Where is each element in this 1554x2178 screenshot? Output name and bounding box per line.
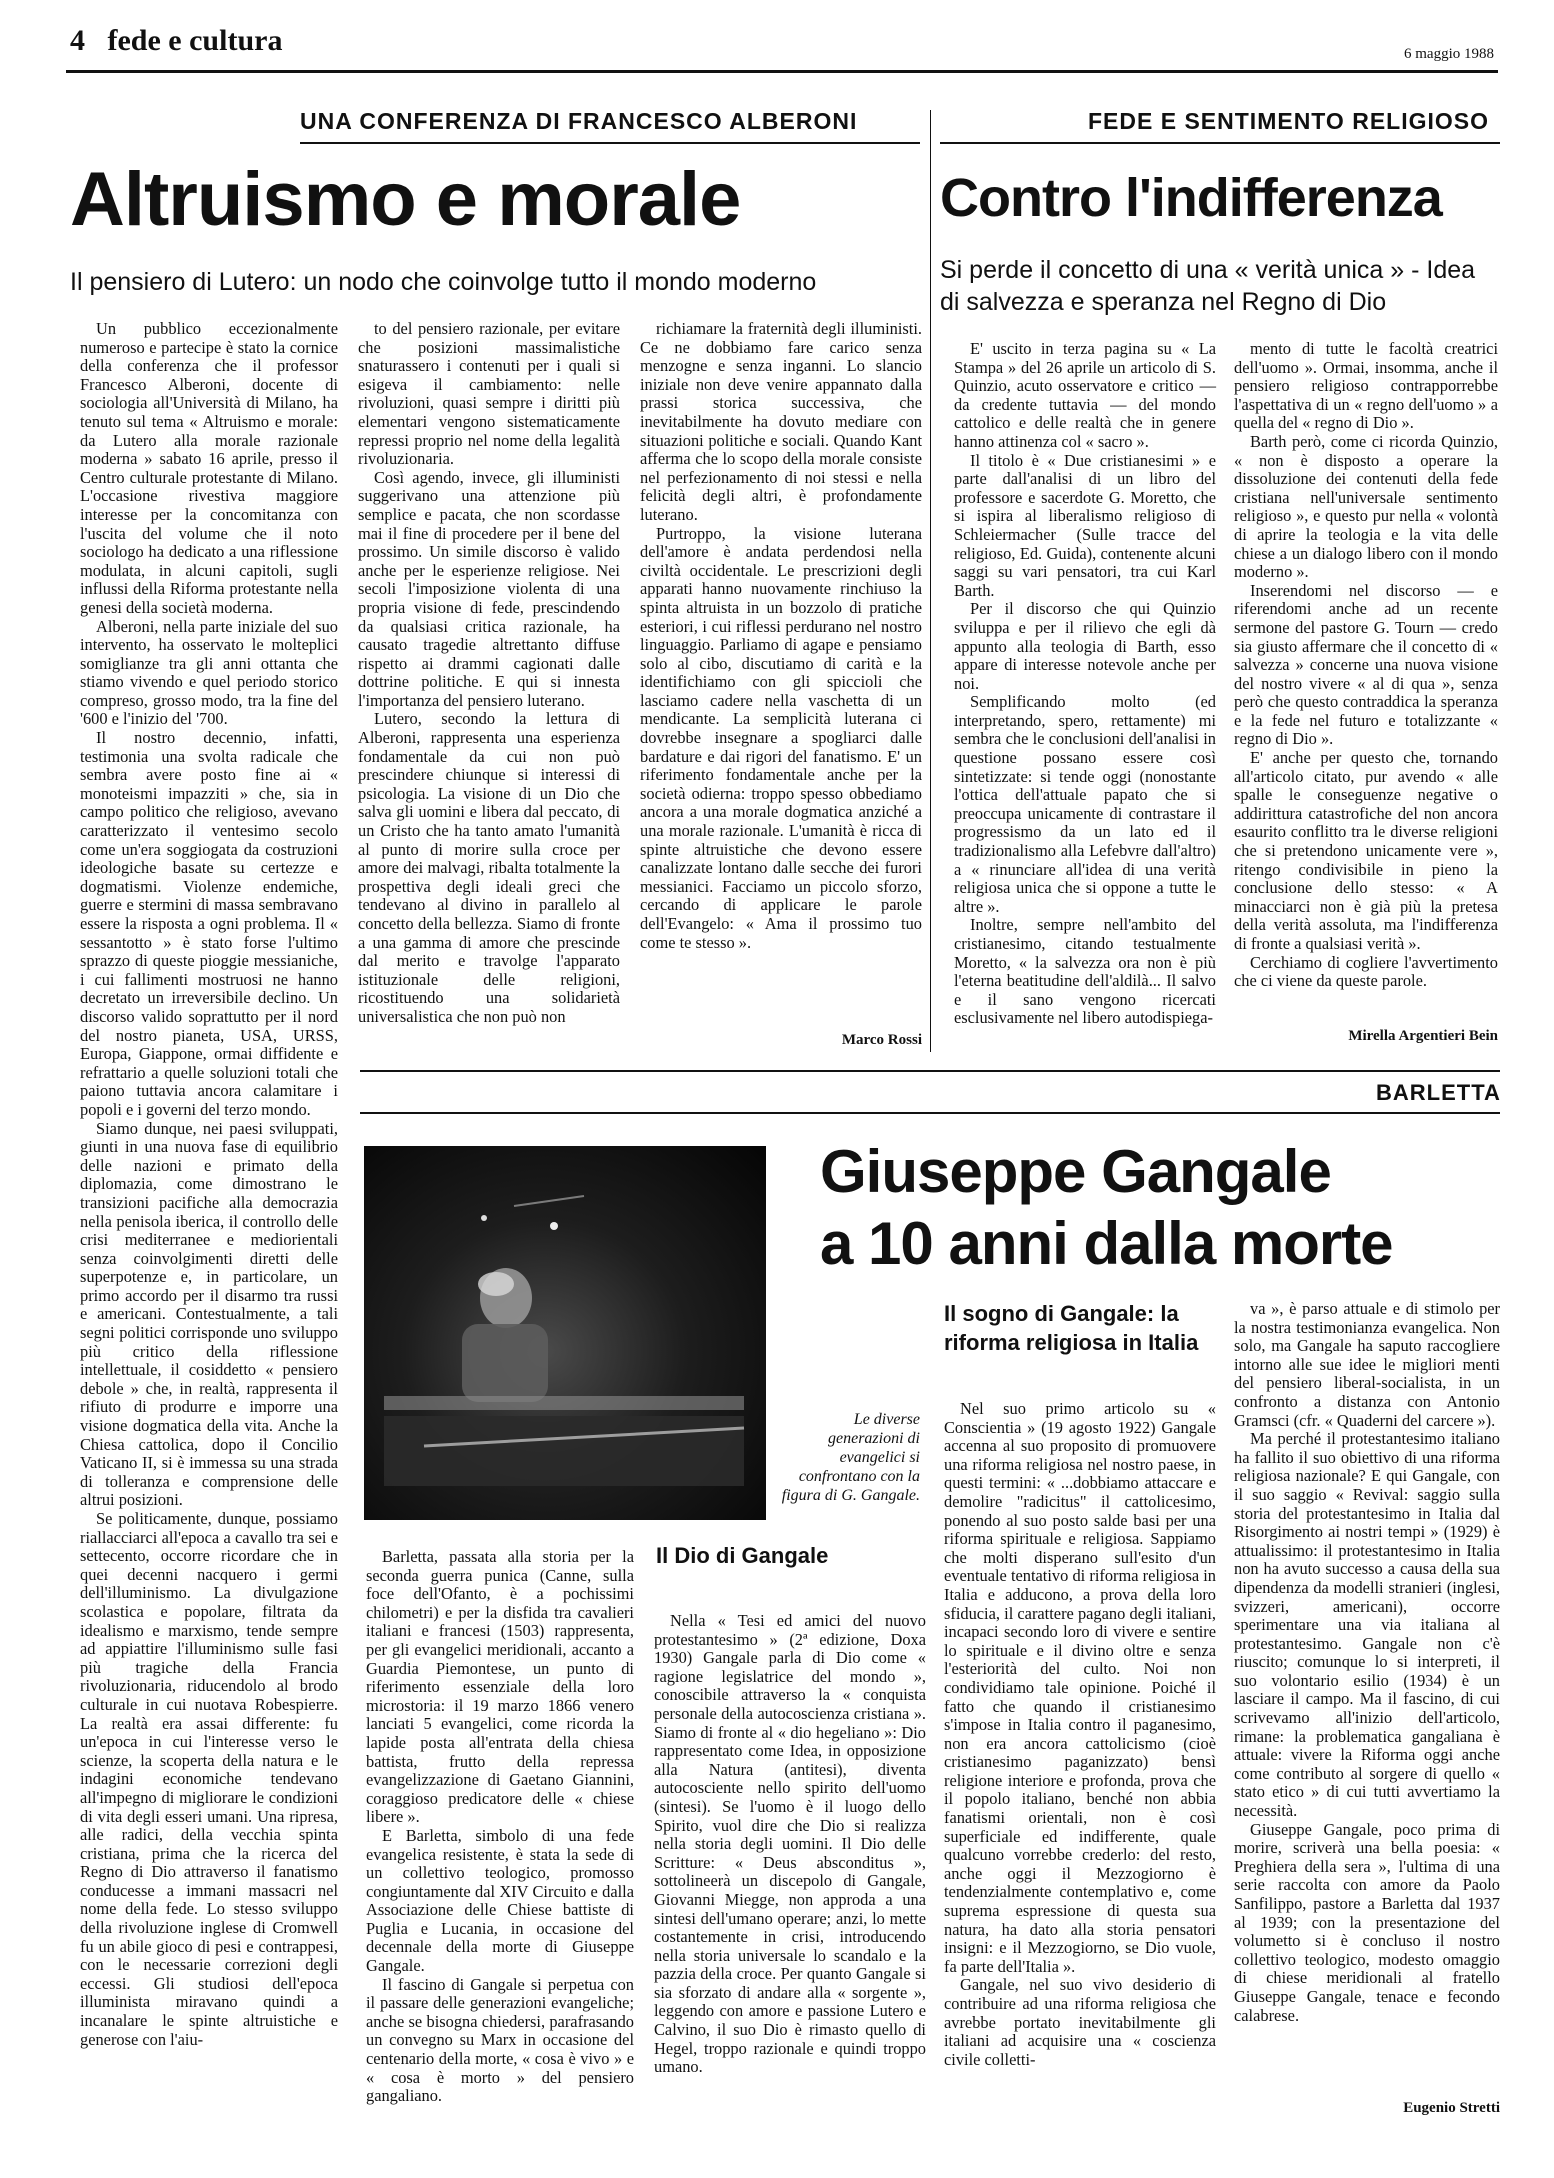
paragraph: Giuseppe Gangale, poco prima di morire, scriverà una bella poesia: « Preghiera della sera », l'ultima di una serie raccolta con amore da Paolo Sanfilippo, pastore a Barletta dal 1937 al 1939; con la presentazione del volumetto si è concluso il nostro collettivo teologico, modesto omaggio di chiese meridionali al fratello Giuseppe Gangale, tenace e fecondo calabrese. (1234, 1819, 1500, 2025)
bottom-article-column-4 (1234, 1300, 1500, 2090)
section-rule (360, 1070, 1500, 1072)
paragraph: Così agendo, invece, gli illuministi suggerivano una attenzione più semplice e pacata, che non scordasse mai il fine di procedere per il bene del prossimo. Un simile discorso è valido anche per le esperienze religiose. Nei secoli l'imposizione violenta di una propria visione di fede, prescindendo da qualsiasi critica razionale, ha causato tragedie altrettanto diffuse rispetto ai drammi cagionati dalle dottrine politiche. E qui si innesta l'importanza del pensiero luterano. (358, 467, 620, 710)
section-rule (360, 1112, 1500, 1114)
paragraph: to del pensiero razionale, per evitare che posizioni massimalistiche snaturassero i contenuti per i quali si esigeva il cambiamento: nelle rivoluzioni, quasi sempre i diritti più elementari vengono sistematicamente repressi proprio nel nome della legalità rivoluzionaria. (358, 319, 620, 469)
paragraph: Inserendomi nel discorso — e riferendomi anche ad un recente sermone del pastore G. Tourn — credo sia giusto affermare che il concetto di « salvezza » concerne una nuova visione del nostro vivere « al di qua », senza però che questo contraddica la speranza e la fede nel futuro e totalizzante « regno di Dio ». (1234, 580, 1498, 749)
bottom-title-line-1: Giuseppe Gangale (820, 1138, 1331, 1205)
paragraph: va », è parso attuale e di stimolo per la nostra testimonianza evangelica. Non solo, ma Gangale ha saputo raccogliere intorno alle sue idee le migliori menti del pensiero liberal-socialista, in un confronto a distanza con Antonio Gramsci (cfr. « Quaderni del carcere »). (1234, 1299, 1500, 1430)
photo-scene (364, 1146, 766, 1520)
paragraph: Barletta, passata alla storia per la seconda guerra punica (Canne, sulla foce dell'Ofanto, è a pochissimi chilometri) e per la disfida tra cavalieri italiani e francesi (1503) rappresenta, per gli evangelici meridionali, accanto a Guardia Piemontese, un punto di riferimento essenziale della loro microstoria: il 19 marzo 1866 venero lanciati 5 evangelici, come ricorda la lapide posta all'entrata della chiesa battista, frutto della repressa evangelizzazione di Gaetano Giannini, coraggioso predicatore delle « chiese libere ». (366, 1547, 634, 1827)
bottom-author: Eugenio Stretti (1403, 2100, 1500, 2116)
paragraph: Inoltre, sempre nell'ambito del cristianesimo, citando testualmente Moretto, « la salvezza ora non è più l'eterna beatitudine dell'aldilà... Il salvo e il sano vengono ricercati esclusivamente nel libero autodispiega- (954, 915, 1216, 1028)
left-article-column-2 (358, 320, 620, 1040)
paragraph: Il fascino di Gangale si perpetua con il passare delle generazioni evangeliche; anche se bisogna chiedersi, parafrasando un convegno su Marx in occasione del centenario della morte, « cosa è vivo » e « cosa è morto » del pensiero gangaliano. (366, 1974, 634, 2106)
left-kicker-rule (300, 142, 920, 144)
left-kicker: UNA CONFERENZA DI FRANCESCO ALBERONI (300, 108, 858, 134)
left-article-column-1 (80, 319, 338, 2049)
left-article-column-3 (640, 320, 922, 1020)
right-title: Contro l'indifferenza (940, 168, 1442, 228)
right-deck: Si perde il concetto di una « verità unica » - Idea di salvezza e speranza nel Regno di Dio (940, 256, 1476, 316)
section-title: fede e cultura (107, 24, 283, 57)
paragraph: Purtroppo, la visione luterana dell'amore è andata perdendosi nella civiltà occidentale. Le prescrizioni degli apparati hanno nuovamente rinchiuso la spinta altruista in un bozzolo di pratiche esteriori, i cui riflessi perdurano nel nostro linguaggio. Parliamo di agape e pensiamo solo al cibo, discutiamo di carità e la identifichiamo con gli spiccioli che lasciamo cadere nella vaschetta di un mendicante. La semplicità luterana ci dovrebbe insegnare a spogliarci dalle bardature e dai rigori del fanatismo. E' un riferimento fondamentale anche per la società odierna: troppo spesso obbediamo ancora a una morale dogmatica anziché a una morale razionale. L'umanità è ricca di spinte altruistiche che devono essere canalizzate lontano dalle secche dei furori messianici. Facciamo un piccolo sforzo, cercando di applicare le parole dell'Evangelo: « Ama il prossimo tuo come te stesso ». (640, 523, 922, 952)
paragraph: Siamo dunque, nei paesi sviluppati, giunti in una nuova fase di equilibrio delle nazioni e primato della diplomazia, come dimostrano le transizioni pacifiche alla democrazia nella penisola iberica, il controllo delle crisi mediterranee e mediorientali senza coinvolgimenti diretti delle superpotenze e, in particolare, un primo accordo per il disarmo tra russi e americani. Contestualmente, a tali segni politici corrisponde uno sviluppo più critico della riflessione intellettuale, il cosiddetto « pensiero debole » che, in realtà, rappresenta il rifiuto di produrre e imporre una visione dogmatica della vita. Anche la Chiesa cattolica, dopo il Concilio Vaticano II, si è immessa su una strada di tolleranza e comprensione delle altrui posizioni. (80, 1118, 338, 1510)
left-deck: Il pensiero di Lutero: un nodo che coinvolge tutto il mondo moderno (70, 268, 817, 296)
left-title: Altruismo e morale (70, 157, 741, 242)
paragraph: Nel suo primo articolo su « Conscientia » (19 agosto 1922) Gangale accenna al suo proposito di promuovere una riforma religiosa nel nostro paese, in questi termini: « ...dobbiamo attaccare e demolire "radicitus" il cattolicesimo, ponendo al suo posto salde basi per una riforma spirituale e religiosa. Sappiamo che molti disperano sull'esito d'un eventuale tentativo di riforma religiosa in Italia e adducono, a prova della loro sfiducia, il carattere pagano degli italiani, incapaci secondo loro di vivere e sentire lo spirituale e il divino oltre e senza l'esteriorità del culto. Noi non condividiamo tale opinione. Poiché il fatto che quando il cristianesimo s'impose in Italia contro il paganesimo, non era ancora cattolicismo (cioè cristianesimo paganizzato) bensì religione interiore e profonda, prova che il popolo italiano, benché non abbia fanatismi orientali, non è così superficiale ed indifferente, quale qualcuno vorrebbe crederlo: del resto, anche oggi il Mezzogiorno è tendenzialmente contemplativo e, come suprema espressione di questa sua natura, ha dato alla storia pensatori insigni: e il Mezzogiorno, se Dio vuole, fa parte dell'Italia ». (944, 1399, 1216, 1976)
paragraph: E' anche per questo che, tornando all'articolo citato, pur avendo « alle spalle le conseguenze negative o addirittura catastrofiche del non ancora esaurito conflitto tra le diverse religioni che si pretendono unicamente vere », ritengo condivisibile in pieno la conclusione dello stesso: « A minacciarci non è già più la pretesa della verità assoluta, ma l'indifferenza di fronte a qualsiasi verità ». (1234, 748, 1498, 953)
issue-date: 6 maggio 1988 (1404, 46, 1494, 62)
paragraph: Cerchiamo di cogliere l'avvertimento che ci viene da queste parole. (1234, 952, 1498, 991)
right-article-column-2 (1234, 340, 1498, 1020)
paragraph: Semplificando molto (ed interpretando, spero, rettamente) mi sembra che le conclusioni dell'analisi in questione possano essere così sintetizzate: si tende oggi (nonostante l'ottica dell'attuale papato che si preoccupa unicamente di contrastare il progressismo da un lato ed il tradizionalismo alla Lefebvre dall'altro) a « rinunciare all'idea di una verità religiosa unica che si oppone a tutte le altre ». (954, 692, 1216, 916)
right-kicker: FEDE E SENTIMENTO RELIGIOSO (1088, 108, 1490, 134)
column-divider (930, 110, 931, 1052)
paragraph: Gangale, nel suo vivo desiderio di contribuire ad una riforma religiosa che avrebbe portato inevitabilmente gli italiani ad acquisire una « coscienza civile colletti- (944, 1975, 1216, 2069)
right-kicker-rule (940, 142, 1500, 144)
left-author: Marco Rossi (841, 1032, 922, 1048)
page-number: 4 (70, 24, 85, 57)
bottom-article-column-1 (366, 1548, 634, 2118)
bottom-title (820, 1136, 1393, 1280)
paragraph: Nella « Tesi ed amici del nuovo protestantesimo » (2ª edizione, Doxa 1930) Gangale parla di Dio come « ragione legislatrice del mondo », conoscibile attraverso la « conquista personale della autocoscienza cristiana ». Siamo di fronte al « dio hegeliano »: Dio rappresentato come Idea, in opposizione alla Natura (antitesi), diventa autocosciente nello spirito dell'uomo (sintesi). Se l'uomo è il luogo dello Spirito, vuol dire che Dio si realizza nella storia degli uomini. Il Dio delle Scritture: « Deus absconditus », sottolineerà un discepolo di Gangale, Giovanni Miegge, non approda a una sintesi dell'umano operare; anzi, lo mette costantemente in crisi, introducendo nella storia universale lo scandalo e la pazzia della croce. Per quanto Gangale si sia sforzato di andare alla « sorgente », leggendo con amore e passione Lutero e Calvino, il suo Dio è rimasto quello di Hegel, troppo razionale e quindi troppo umano. (654, 1611, 926, 2077)
header-rule (66, 70, 1498, 73)
paragraph: Il titolo è « Due cristianesimi » e parte dall'analisi di un libro del professore e sacerdote G. Moretto, che si ispira al liberalismo religioso di Schleiermacher (Sulle tracce del religioso, Ed. Guida), contenente alcuni saggi su vari pensatori, tra cui Karl Barth. (954, 450, 1216, 600)
paragraph: richiamare la fraternità degli illuministi. Ce ne dobbiamo fare carico senza menzogne e senza inganni. Lo slancio iniziale non deve venire appannato dalla prassi storica successiva, che inevitabilmente ha dovuto mediare con situazioni politiche e sociali. Quando Kant afferma che lo scopo della morale consiste nel perfezionamento di noi stessi e nella felicità degli altri, è profondamente luterano. (640, 319, 922, 524)
photo-caption: Le diverse generazioni di evangelici si confrontano con la figura di G. Gangale. (781, 1411, 920, 1504)
right-author: Mirella Argentieri Bein (1348, 1028, 1498, 1044)
bottom-article-column-2 (654, 1612, 926, 2112)
paragraph: E' uscito in terza pagina su « La Stampa » del 26 aprile un articolo di S. Quinzio, acuto osservatore e critico — da credente tuttavia — del mondo cattolico e delle realtà che in genere hanno attinenza col « sacro ». (954, 339, 1216, 451)
paragraph: Barth però, come ci ricorda Quinzio, « non è disposto a operare la dissoluzione dei contenuti della fede cristiana nell'universale sentimento religioso », e questo pur nella « volontà di aprire la teologia e la vita delle chiese a un dialogo libero con il mondo moderno ». (1234, 431, 1498, 582)
right-article-column-1 (954, 340, 1216, 1030)
subhead-dio-di-gangale: Il Dio di Gangale (656, 1543, 829, 1568)
paragraph: Il nostro decennio, infatti, testimonia una svolta radicale che sembra avere posto fine ai « monoteismi impazziti » che, sia in campo politico che religioso, avevano caratterizzato il ventesimo secolo come un'era soggiogata da costruzioni ideologiche basate su certezze e dogmatismi. Violenze endemiche, guerre e stermini di massa sembravano essere la risposta a ogni problema. Il « sessantotto » è stato forse l'ultimo sprazzo di queste pioggie messianiche, i cui fallimenti mostruosi ne hanno decretato un irreversibile declino. Un discorso valido soprattutto per il nord del nostro pianeta, USA, URSS, Europa, Giappone, ormai diffidente e refrattario a quelle soluzioni totali che paiono tuttavia ancora calamitare i popoli e i governi del terzo mondo. (80, 728, 338, 1119)
paragraph: Lutero, secondo la lettura di Alberoni, rappresenta una esperienza fondamentale da cui non può prescindere chiunque si interessi di psicologia. La visione di un Dio che salva gli uomini e libera dal peccato, di un Cristo che ha tanto amato l'umanità al punto di morire sulla croce per amore dei malvagi, ribalta totalmente la prospettiva degli ideali greci che tendevano al divino in parallelo al concetto della bellezza. Siamo di fronte a una gamma di amore che prescinde dal merito e travolge l'apparato istituzionale delle religioni, ricostituendo una solidarietà universalistica che non può non (358, 709, 620, 1026)
paragraph: Se politicamente, dunque, possiamo riallacciarci all'epoca a cavallo tra sei e settecento, occorre ricordare che in quei decenni nacquero i germi dell'illuminismo. La divulgazione scolastica e popolare, filtrata da idealismo e marxismo, tende sempre ad appiattire l'illuminismo sulle fasi più tragiche della Francia rivoluzionaria, riducendolo al brodo culturale in cui nuotava Robespierre. La realtà era assai differente: fu un'epoca in cui l'interesse verso le scienze, la scoperta della natura e le indagini economiche tendevano all'impegno di migliorare le condizioni di vita degli esseri umani. Una ripresa, alle radici, della vecchia spinta cristiana, prima che la ricerca del Regno di Dio attraverso il fanatismo conducesse a immani massacri nel nome della fede. Lo stesso sviluppo della rivoluzione inglese di Cromwell fu un abile gioco di pesi e contrappesi, con le necessarie correzioni degli eccessi. Gli studiosi dell'epoca illuminista miravano quindi a incanalare le spinte altruistiche e generose con l'aiu- (80, 1509, 338, 2049)
bottom-kicker: BARLETTA (1376, 1080, 1501, 1105)
bottom-article-column-3 (944, 1400, 1216, 2115)
bottom-title-line-2: a 10 anni dalla morte (820, 1210, 1393, 1277)
paragraph: Un pubblico eccezionalmente numeroso e partecipe è stato la cornice della conferenza che il professor Francesco Alberoni, docente di sociologia all'Università di Milano, ha tenuto sul tema « Altruismo e morale: da Lutero alla morale razionale moderna » sabato 16 aprile, presso il Centro culturale protestante di Milano. L'occasione rivestiva maggiore interesse per la concomitanza con l'uscita del volume che il noto sociologo ha dedicato a una riflessione modulata, in alcuni capitoli, sugli influssi della Riforma protestante nella genesi della società moderna. (80, 319, 338, 617)
masthead (70, 24, 282, 58)
subhead-sogno-di-gangale: Il sogno di Gangale: la riforma religiosa in Italia (944, 1301, 1199, 1355)
paragraph: Per il discorso che qui Quinzio sviluppa e per il rilievo che egli dà appunto alla teologia di Barth, esso appare di interesse notevole anche per noi. (954, 599, 1216, 693)
paragraph: E Barletta, simbolo di una fede evangelica resistente, è stata la sede di un collettivo teologico, promosso congiuntamente dal XIV Circuito e dalla Associazione delle Chiese battiste di Puglia e Lucania, in occasione del decennale della morte di Giuseppe Gangale. (366, 1825, 634, 1976)
paragraph: mento di tutte le facoltà creatrici dell'uomo ». Ormai, insomma, anche il pensiero religioso contrapporrebbe l'aspettativa di un « regno dell'uomo » a quella del « regno di Dio ». (1234, 339, 1498, 433)
gangale-photo (364, 1146, 766, 1520)
paragraph: Ma perché il protestantesimo italiano ha fallito il suo obiettivo di una riforma religiosa nazionale? E qui Gangale, con il suo saggio « Revival: saggio sulla storia del protestantesimo in Italia dal Risorgimento ai nostri tempi » (1929) è attualissimo: il protestantesimo in Italia non ha avuto successo a causa della sua dipendenza da modelli stranieri (inglesi, svizzeri, americani), occorre sperimentare una via italiana al protestantesimo. Gangale non c'è riuscito; comunque lo si interpreti, il suo volontario esilio (1934) è un lasciare il campo. Ma il fascino, di cui scrivevamo all'inizio dell'articolo, rimane: la problematica gangaliana è attuale: vivere la Riforma oggi anche come contributo al sorgere di quello « stato etico » di cui tutti avvertiamo la necessità. (1234, 1429, 1500, 1821)
paragraph: Alberoni, nella parte iniziale del suo intervento, ha osservato le molteplici somiglianze tra gli anni ottanta che stiamo vivendo e quel periodo storico compreso, grosso modo, tra la fine del '600 e l'inizio del '700. (80, 616, 338, 729)
